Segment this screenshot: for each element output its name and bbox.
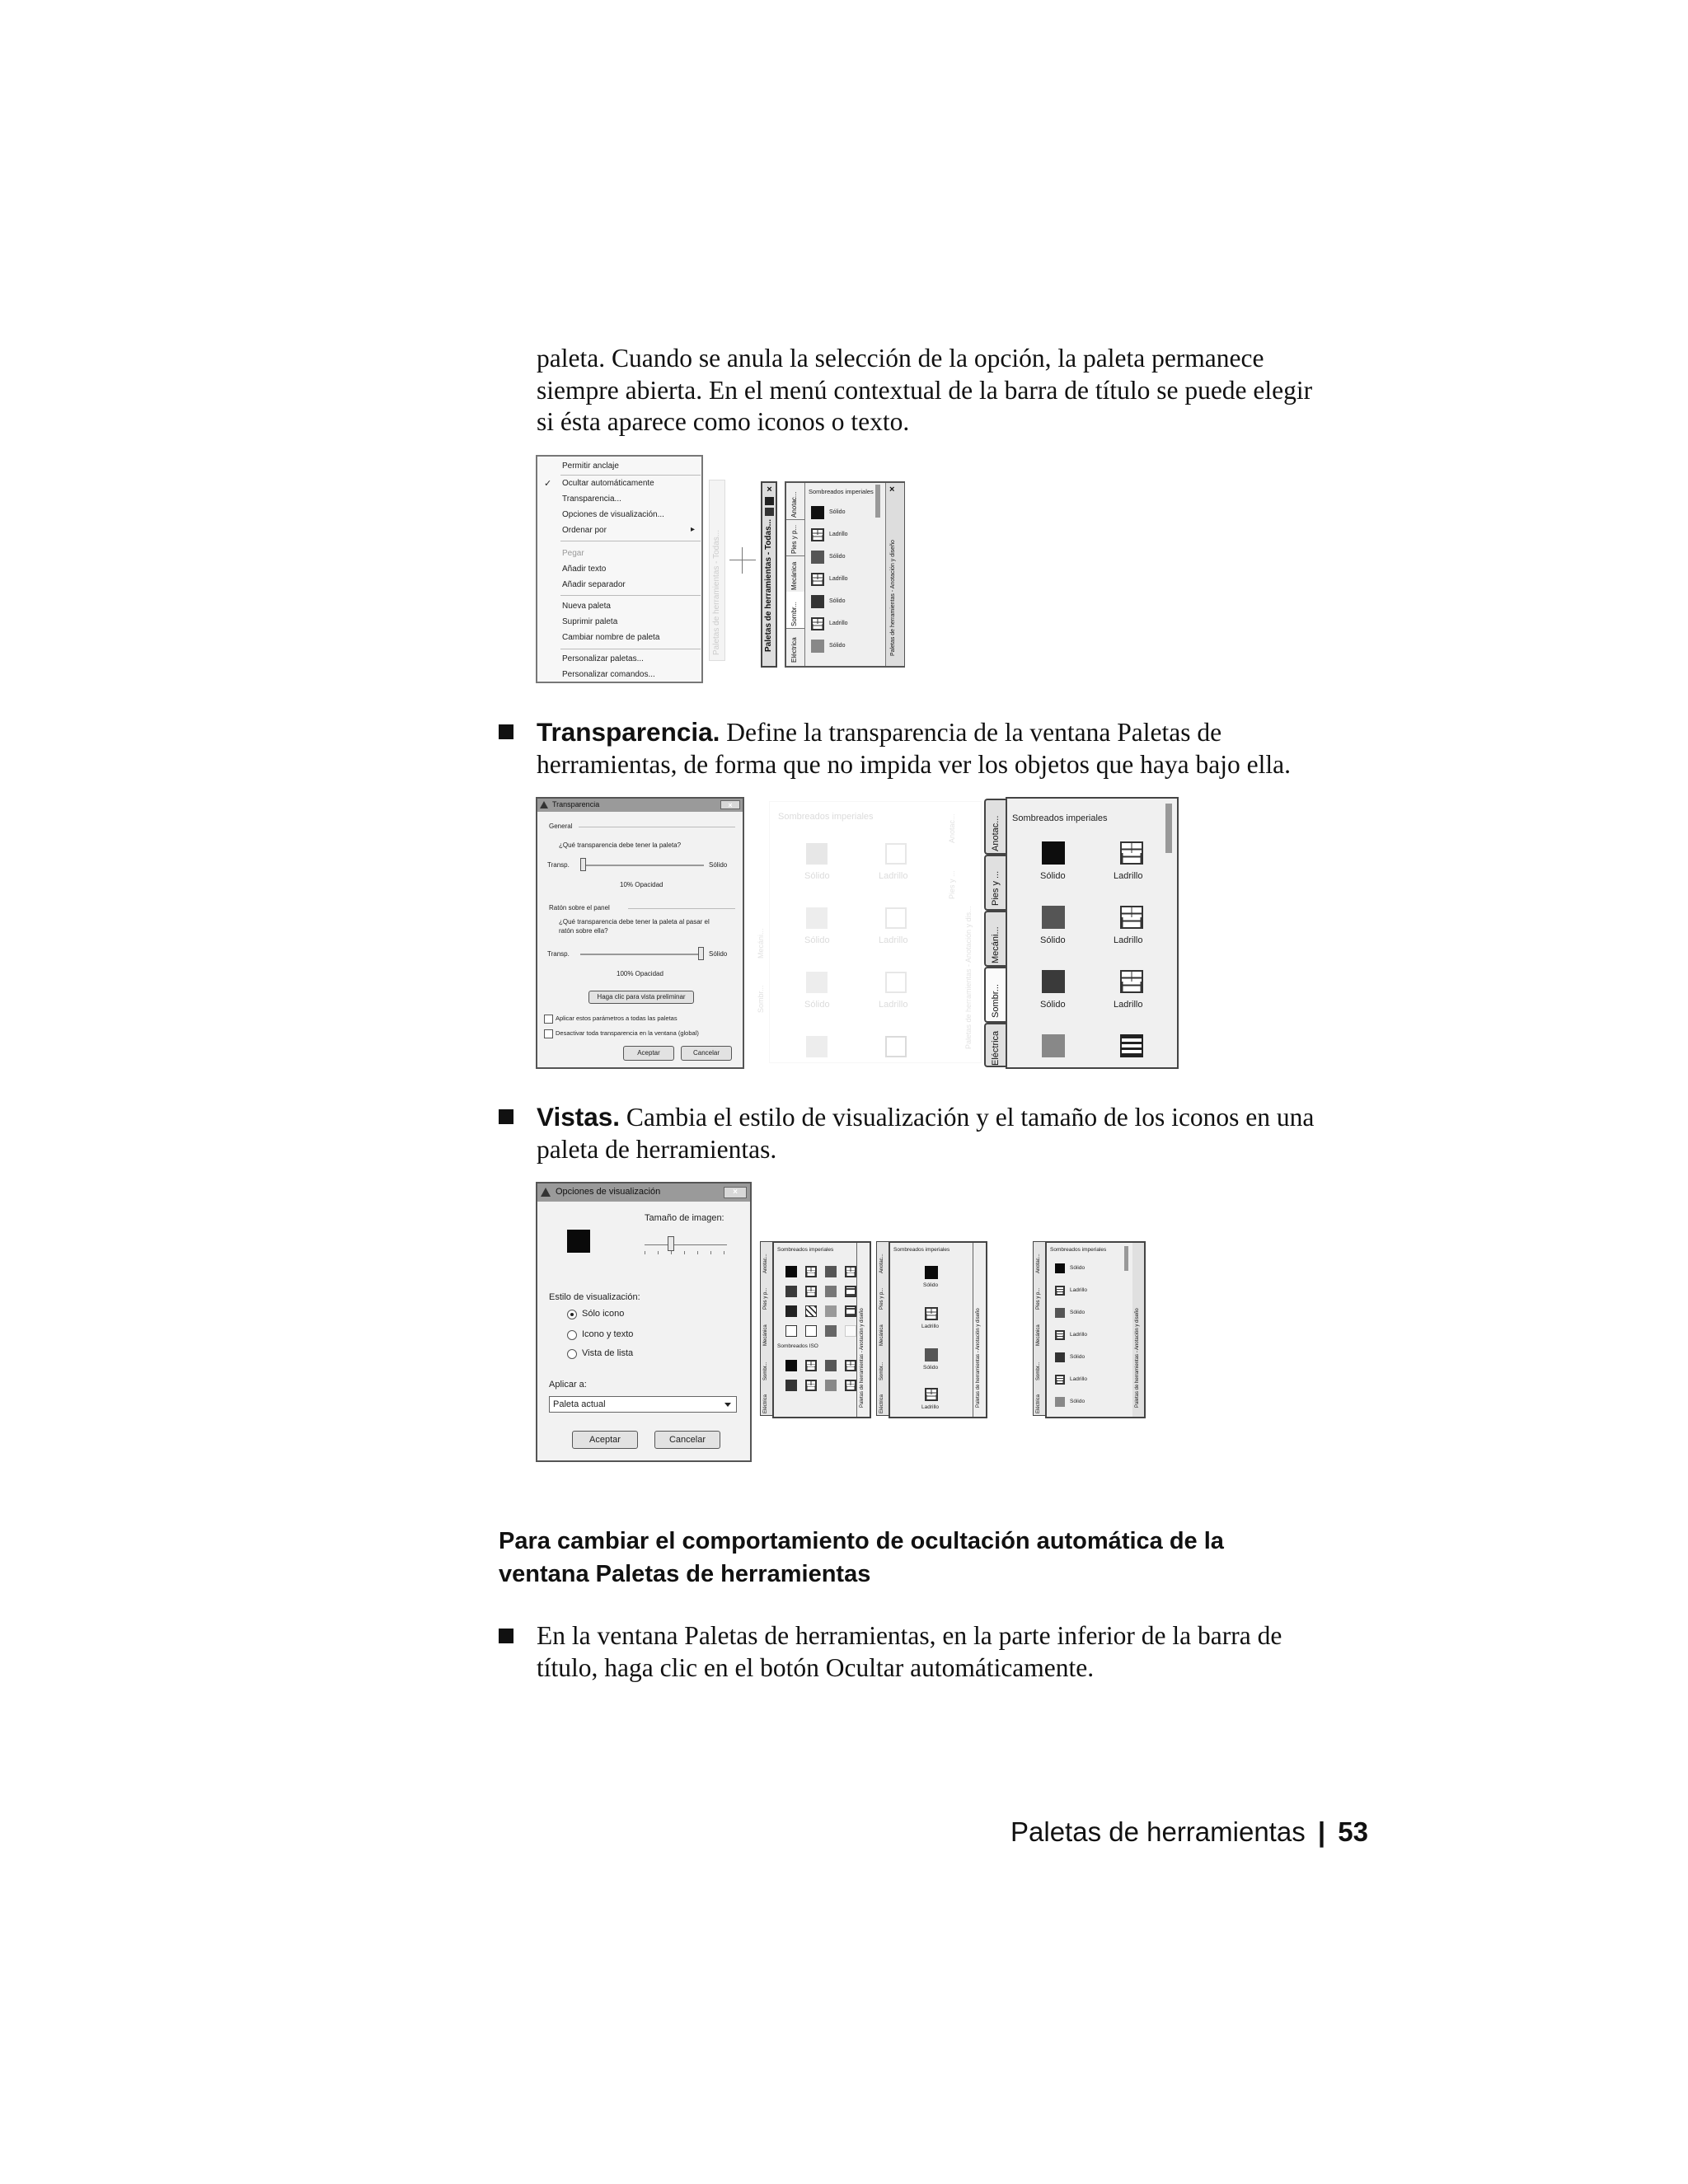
bullet-vistas-line-1: Vistas. Cambia el estilo de visualización y el tamaño de los iconos en una [537,1102,1315,1132]
tab-electrica[interactable]: Eléctrica [790,637,798,663]
swatch-brick[interactable] [1055,1286,1065,1296]
ghost-side-title: Paletas de herramientas - Anotación y dis... [964,906,973,1049]
ghost-palette-bar [709,480,725,661]
ok-button[interactable]: Aceptar [572,1431,638,1449]
tab-label[interactable]: Eléctrica [763,1394,768,1413]
palette-header: Sombreados imperiales [893,1247,950,1253]
swatch-label: Sólido [1070,1310,1085,1315]
swatch-brick[interactable] [1120,970,1143,993]
swatch-label: Sólido [923,1365,939,1371]
palette-body [889,1241,987,1418]
palette-scrollbar[interactable] [875,485,880,518]
menu-item-anadir-texto[interactable]: Añadir texto [562,565,607,574]
close-icon[interactable]: × [889,485,895,494]
palette-icon-text-view [876,1241,987,1418]
swatch-label: Ladrillo [829,576,848,582]
swatch[interactable] [825,1266,837,1277]
preview-swatch [567,1230,590,1253]
swatch-solid[interactable] [811,595,824,608]
swatch-label: Ladrillo [1070,1332,1087,1338]
collapsed-bar-label: Paletas de herramientas - Todas... [764,519,773,652]
tab-label[interactable]: Eléctrica [879,1394,884,1413]
slider-thumb[interactable] [698,947,704,960]
swatch-grid[interactable] [1120,1034,1143,1057]
image-size-label: Tamaño de imagen: [645,1213,724,1223]
display-options-dialog [536,1182,752,1462]
style-label: Estilo de visualización: [549,1292,640,1302]
swatch-brick[interactable] [1055,1330,1065,1340]
swatch[interactable] [845,1305,856,1317]
swatch-label: Sólido [1040,871,1066,881]
bullet-transparencia-line-1: Transparencia. Define la transparencia de la ventana Paletas de [537,717,1222,747]
tab-label[interactable]: Sombr... [763,1361,768,1380]
tab-mecanica[interactable]: Mecáni... [984,911,1007,967]
swatch-label: Sólido [923,1282,939,1288]
swatch-solid[interactable] [811,640,824,653]
tab-sombreados[interactable]: Sombr... [984,967,1007,1023]
bullet-transparencia [537,716,1435,780]
app-icon [541,1188,551,1197]
swatch[interactable] [845,1286,856,1297]
swatch[interactable] [825,1286,837,1297]
intro-line-1: paleta. Cuando se anula la selección de la opción, la paleta permanece [537,344,1264,373]
ghost-label: Sólido [804,1000,830,1010]
crosshair-icon [729,547,756,574]
menu-item-suprimir-paleta[interactable]: Suprimir paleta [562,617,618,626]
solid-label: Sólido [709,950,728,958]
size-slider-thumb[interactable] [668,1236,674,1251]
dialog-titlebar [537,799,743,812]
palette-side-title: Paletas de herramientas - Anotación y diseño [976,1308,981,1408]
palette-side-title: Paletas de herramientas - Anotación y diseño [890,540,896,656]
swatch-label: Sólido [1040,1000,1066,1010]
page-footer [973,1816,1368,1848]
ghost-swatch [806,972,828,993]
slider-thumb[interactable] [580,858,586,871]
palette-tabs [984,797,1007,1067]
apply-all-checkbox[interactable] [544,1015,553,1024]
dialog-title: Transparencia [552,800,600,808]
slider-track[interactable] [580,954,704,955]
question-2a: ¿Qué transparencia debe tener la paleta al pasar el [559,918,710,926]
opacity-value: 100% Opacidad [617,970,663,977]
footer-title: Paletas de herramientas [1010,1816,1306,1847]
swatch-solid[interactable] [1055,1263,1065,1273]
palette-title-strip[interactable] [885,483,904,666]
swatch[interactable] [805,1266,817,1277]
tab-label[interactable]: Pies y p... [1036,1287,1041,1310]
menu-item-pegar: Pegar [562,549,584,558]
section-heading-line-1: Para cambiar el comportamiento de ocultación automática de la [499,1528,1224,1554]
radio-icono-texto[interactable] [567,1330,577,1340]
swatch-brick[interactable] [925,1307,938,1320]
swatch-label: Sólido [1070,1399,1085,1404]
palette-scrollbar[interactable] [1124,1246,1128,1271]
menu-separator [560,595,701,596]
opacity-value: 10% Opacidad [620,881,663,888]
figure-transparency [536,797,1179,1069]
swatch-brick[interactable] [1120,906,1143,929]
swatch-label: Ladrillo [829,532,848,537]
tab-pies[interactable]: Pies y p... [786,519,804,556]
ghost-tab: Pies y ... [948,870,956,899]
swatch[interactable] [805,1305,817,1317]
swatch[interactable] [805,1360,817,1371]
apply-select[interactable] [549,1396,737,1413]
intro-paragraph [537,343,1410,438]
palette-header-iso: Sombreados ISO [777,1343,818,1349]
radio-label: Icono y texto [582,1329,634,1339]
autohide-icon[interactable] [765,497,774,505]
ghost-label: Ladrillo [879,1000,908,1010]
swatch-brick[interactable] [1055,1375,1065,1385]
ghost-tab: Mecáni... [757,928,765,958]
swatch[interactable] [825,1305,837,1317]
palette-header: Sombreados imperiales [777,1247,834,1253]
tab-label[interactable]: Anotac... [1036,1254,1041,1273]
menu-item-transparencia[interactable]: Transparencia... [562,494,621,504]
swatch[interactable] [825,1360,837,1371]
swatch[interactable] [825,1380,837,1391]
ok-button[interactable]: Aceptar [623,1046,674,1061]
palette-header: Sombreados imperiales [809,488,874,495]
chevron-down-icon [724,1403,731,1407]
size-slider-track[interactable] [645,1244,727,1245]
swatch-brick[interactable] [811,528,824,541]
bullet-icon [499,1629,513,1643]
palette-list-body [1045,1241,1134,1418]
tab-label[interactable]: Sombr... [1036,1361,1041,1380]
solid-label: Sólido [709,861,728,869]
palette-header: Sombreados imperiales [1012,813,1108,823]
bullet-vistas [537,1101,1435,1165]
palette-header: Sombreados imperiales [1050,1247,1107,1253]
swatch-label: Ladrillo [1070,1287,1087,1293]
tab-mecanica[interactable]: Mecánica [786,555,804,593]
radio-label: Sólo icono [582,1309,625,1319]
palette-side-title: Paletas de herramientas - Anotación y diseño [860,1308,865,1408]
swatch-solid[interactable] [925,1348,938,1361]
tab-label[interactable]: Eléctrica [1036,1394,1041,1413]
swatch-label: Sólido [829,509,846,515]
intro-line-3: si ésta aparece como iconos o texto. [537,407,910,436]
ghost-label: Sólido [804,871,830,881]
swatch[interactable] [805,1380,817,1391]
swatch-label: Ladrillo [1114,871,1143,881]
tab-pies[interactable]: Pies y ... [984,855,1007,911]
tab-electrica[interactable]: Eléctrica [984,1023,1007,1067]
question-1: ¿Qué transparencia debe tener la paleta? [559,841,682,849]
swatch[interactable] [805,1286,817,1297]
cancel-button[interactable]: Cancelar [654,1431,720,1449]
menu-item-permitir-anclaje[interactable]: Permitir anclaje [562,462,619,471]
ghost-label: Ladrillo [879,871,908,881]
swatch-solid[interactable] [1055,1308,1065,1318]
palette-title-strip[interactable] [856,1243,870,1417]
bullet-icon [499,724,513,739]
radio-solo-icono[interactable] [567,1310,577,1319]
swatch[interactable] [785,1266,797,1277]
palette-tabs [760,1241,773,1416]
ghost-swatch [885,972,907,993]
tab-label[interactable]: Pies y p... [879,1287,884,1310]
swatch-label: Sólido [829,554,846,560]
palette-tabs [1033,1241,1046,1416]
palette-title-strip[interactable] [1132,1241,1146,1418]
radio-label: Vista de lista [582,1348,634,1358]
close-icon[interactable]: × [724,1187,747,1198]
ghost-swatch [806,1036,828,1057]
dialog-title: Opciones de visualización [556,1187,661,1197]
figure-context-menu [536,455,907,686]
menu-item-anadir-separador[interactable]: Añadir separador [562,580,626,589]
transparency-dialog [536,797,744,1069]
swatch[interactable] [785,1325,797,1337]
transp-label: Transp. [547,861,570,869]
tab-label[interactable]: Sombr... [879,1361,884,1380]
swatch[interactable] [785,1360,797,1371]
term-transparencia: Transparencia. [537,717,720,747]
tab-label[interactable]: Anotac... [763,1254,768,1273]
footer-separator: | [1317,1816,1326,1847]
intro-line-2: siempre abierta. En el menú contextual de la barra de título se puede elegir [537,375,1313,405]
swatch-solid[interactable] [1055,1397,1065,1407]
context-menu [536,455,703,683]
swatch[interactable] [845,1325,856,1337]
menu-item-cambiar-nombre[interactable]: Cambiar nombre de paleta [562,633,660,642]
palette-body [772,1241,871,1418]
ghost-bar-label: Paletas de herramientas - Todas... [712,529,721,655]
ghost-label: Sólido [804,935,830,945]
section-heading-line-2: ventana Paletas de herramientas [499,1561,871,1587]
swatch-label: Sólido [829,643,846,649]
palette-icon-view [760,1241,871,1418]
swatch-label: Sólido [1070,1265,1085,1271]
page-number: 53 [1338,1816,1368,1847]
menu-item-opciones[interactable]: Opciones de visualización... [562,510,664,519]
palette-tabs [786,483,805,666]
app-icon [540,801,548,808]
transp-label: Transp. [547,950,570,958]
tab-anotacion[interactable]: Anotac... [984,799,1007,855]
menu-item-personalizar-comandos[interactable]: Personalizar comandos... [562,670,655,679]
swatch[interactable] [805,1325,817,1337]
swatch-solid[interactable] [1042,1034,1065,1057]
swatch-label: Ladrillo [921,1404,939,1410]
menu-separator [560,475,701,476]
ghost-title-strip [943,802,979,1062]
palette-title-strip[interactable] [973,1243,987,1417]
mouse-label: Ratón sobre el panel [549,904,610,912]
preview-button[interactable]: Haga clic para vista preliminar [588,991,694,1004]
swatch-brick[interactable] [811,573,824,586]
swatch-label: Ladrillo [921,1324,939,1329]
swatch[interactable] [785,1286,797,1297]
cancel-button[interactable]: Cancelar [681,1046,732,1061]
dialog-titlebar [537,1183,750,1202]
collapsed-palette-bar[interactable] [761,481,777,668]
disable-transparency-label: Desactivar toda transparencia en la ventana (global) [556,1029,699,1037]
bullet-transparencia-line-2: herramientas, de forma que no impida ver los objetos que haya bajo ella. [537,749,1291,779]
palette-body [1006,797,1179,1069]
bullet-vistas-line-2: paleta de herramientas. [537,1134,777,1164]
check-icon: ✓ [544,479,552,489]
palette-tabs [876,1241,889,1416]
section-heading [499,1525,1422,1591]
ghost-header: Sombreados imperiales [778,812,874,822]
swatch-solid[interactable] [925,1266,938,1279]
swatch-label: Ladrillo [1070,1376,1087,1382]
properties-icon[interactable] [765,508,774,516]
ghost-swatch [885,843,907,865]
radio-vista-lista[interactable] [567,1349,577,1359]
disable-transparency-checkbox[interactable] [544,1029,553,1038]
menu-item-personalizar-paletas[interactable]: Personalizar paletas... [562,654,644,663]
swatch-solid[interactable] [1042,970,1065,993]
step-line-1: En la ventana Paletas de herramientas, en la parte inferior de la barra de [537,1621,1282,1650]
swatch-brick[interactable] [811,617,824,630]
tab-anotacion[interactable]: Anotac... [786,483,804,520]
term-vistas: Vistas. [537,1102,620,1132]
swatch-brick[interactable] [1120,841,1143,865]
close-icon[interactable]: × [767,485,772,494]
swatch-solid[interactable] [1042,841,1065,865]
tab-label[interactable]: Pies y p... [763,1287,768,1310]
slider-track[interactable] [580,865,704,866]
opaque-palette [984,797,1179,1069]
swatch-solid[interactable] [811,551,824,564]
tab-label[interactable]: Mecánica [879,1324,884,1346]
bullet-icon [499,1109,513,1124]
ghost-tab: Anotac... [948,813,956,843]
tab-label[interactable]: Anotac... [879,1254,884,1273]
ghost-tab: Sombr... [757,985,765,1013]
swatch-solid[interactable] [1055,1352,1065,1362]
figure-views [536,1182,1162,1462]
palette-side-title: Paletas de herramientas - Anotación y diseño [1135,1308,1140,1408]
step-line-2: título, haga clic en el botón Ocultar automáticamente. [537,1652,1095,1682]
apply-label: Aplicar a: [549,1380,587,1390]
swatch-label: Sólido [1070,1354,1085,1360]
apply-value: Paleta actual [553,1399,606,1409]
swatch-label: Ladrillo [829,621,848,626]
close-icon[interactable]: × [720,800,740,809]
ghost-swatch [806,907,828,929]
tool-palette-window [785,481,905,668]
swatch[interactable] [785,1380,797,1391]
swatch-brick[interactable] [925,1388,938,1401]
swatch[interactable] [845,1380,856,1391]
ghost-palette [757,801,982,1063]
question-2b: ratón sobre ella? [559,927,608,935]
tab-sombreados[interactable]: Sombr... [786,592,804,629]
ghost-swatch [885,907,907,929]
ghost-swatch [806,843,828,865]
tab-label[interactable]: Mecánica [763,1324,768,1346]
submenu-arrow-icon: ▸ [691,525,696,534]
tab-label[interactable]: Mecánica [1036,1324,1041,1346]
swatch-label: Sólido [1040,935,1066,945]
menu-item-ocultar[interactable]: Ocultar automáticamente [562,479,654,488]
group-line [628,908,735,909]
swatch-label: Sólido [829,598,846,604]
palette-scrollbar[interactable] [1165,804,1172,853]
swatch[interactable] [845,1266,856,1277]
ghost-swatch [885,1036,907,1057]
step-paragraph [537,1620,1435,1684]
swatch-label: Ladrillo [1114,1000,1143,1010]
slider-ticks [645,1251,727,1254]
swatch-solid[interactable] [1042,906,1065,929]
swatch[interactable] [785,1305,797,1317]
swatch-label: Ladrillo [1114,935,1143,945]
swatch-solid[interactable] [811,506,824,519]
apply-all-label: Aplicar estos parámetros a todas las paletas [556,1015,678,1022]
general-label: General [549,823,573,830]
menu-item-nueva-paleta[interactable]: Nueva paleta [562,602,611,611]
ghost-label: Ladrillo [879,935,908,945]
menu-item-ordenar[interactable]: Ordenar por [562,526,607,535]
swatch[interactable] [825,1325,837,1337]
swatch[interactable] [845,1360,856,1371]
